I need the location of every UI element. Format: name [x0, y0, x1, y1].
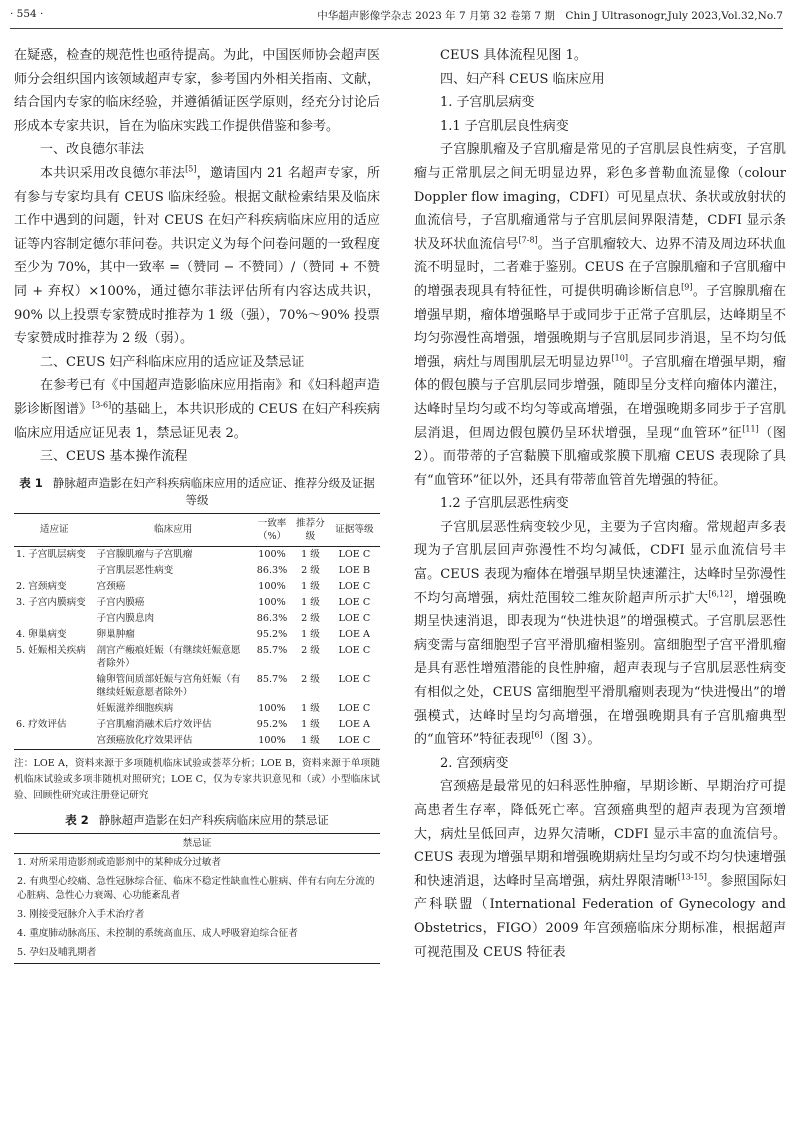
table-cell: 2. 宫颈病变 — [16, 581, 67, 593]
figure-1-reference: CEUS 具体流程见图 1。 — [440, 48, 587, 63]
journal-citation: 中华超声影像学杂志 2023 年 7 月第 32 卷第 7 期 Chin J Ultrasonogr,July 2023,Vol.32,No.7 — [317, 10, 783, 22]
table-2-header: 禁忌证 — [14, 833, 380, 853]
table-1-header-cell: 证据等级 — [329, 513, 380, 546]
table-cell: 3. 子宫内膜病变 — [16, 597, 86, 609]
table-row — [14, 873, 380, 906]
table-cell — [14, 611, 95, 627]
table-1-caption: 表 1 静脉超声造影在妇产科疾病临床应用的适应证、推荐分级及证据等级 — [19, 475, 375, 507]
section-4-1-1-heading: 1.1 子宫肌层良性病变 — [440, 118, 569, 134]
header-rule — [10, 28, 783, 29]
table-cell: 4. 卵巢病变 — [16, 629, 67, 641]
section-4-1-2-heading: 1.2 子宫肌层恶性病变 — [440, 496, 569, 512]
table-2-caption: 表 2 静脉超声造影在妇产科疾病临床应用的禁忌证 — [65, 812, 329, 827]
section-4-heading: 四、妇产科 CEUS 临床应用 — [440, 71, 605, 87]
table-cell: 100% — [258, 581, 286, 593]
table-cell: LOE C — [338, 597, 371, 609]
table-cell — [14, 672, 95, 701]
table-cell: LOE C — [338, 613, 371, 625]
table-row — [14, 906, 380, 925]
table-cell: 子宫肌层恶性病变 — [96, 565, 174, 577]
table-cell: LOE A — [338, 719, 370, 731]
table-1-note: 注：LOE A，资料来源于多项随机临床试验或荟萃分析；LOE B，资料来源于单项随机临床试验或多项非随机对照研究；LOE C，仅为专家共识意见和（或）小型临床试验、回顾性研究或注册登记研究 — [14, 757, 380, 801]
table-cell: 95.2% — [256, 719, 288, 731]
table-cell: 86.3% — [256, 613, 288, 625]
table-cell: LOE C — [338, 674, 371, 686]
table-cell: LOE A — [338, 629, 370, 641]
table-cell: 100% — [258, 703, 286, 715]
left-column — [14, 44, 380, 964]
table-1-header-cell: 一致率（%） — [252, 513, 292, 546]
table-cell: 5. 孕妇及哺乳期者 — [17, 947, 97, 959]
citation: [3-6] — [92, 400, 112, 410]
section-4-2-heading: 2. 宫颈病变 — [440, 755, 509, 771]
table-cell: 1 级 — [301, 735, 320, 747]
table-cell — [14, 563, 95, 579]
malignant-myometrial-paragraph: 子宫肌层恶性病变较少见，主要为子宫肉瘤。常规超声多表现为子宫肌层回声弥漫性不均匀减低，CDFI 显示血流信号丰富。CEUS 表现为瘤体在增强早期呈快速灌注，达峰时呈弥漫性不均匀高增强，病灶范围较二维灰阶超声所示扩大[6,12]，增强晚期呈快速消退，即表现为“快进快退”的增强模式。子宫肌层恶性病变需与富细胞型子宫平滑肌瘤相鉴别。富细胞型子宫平滑肌瘤是具有恶性增殖潜能的良性肿瘤，超声表现与子宫肌层恶性病变有相似之处，CEUS 富细胞型平滑肌瘤则表现为“快进慢出”的增强模式，达峰时呈均匀高增强，在增强晚期具有子宫肌瘤典型的“血管环”特征表现[6]（图 3）。 — [414, 519, 786, 748]
running-header — [10, 8, 783, 26]
table-cell: 100% — [258, 597, 286, 609]
table-row — [14, 925, 380, 944]
table-cell: 100% — [258, 549, 286, 561]
section-1-heading: 一、改良德尔菲法 — [40, 142, 145, 158]
section-4-1-heading: 1. 子宫肌层病变 — [440, 95, 535, 111]
benign-myometrial-paragraph: 子宫腺肌瘤及子宫肌瘤是常见的子宫肌层良性病变，子宫肌瘤与正常肌层之间无明显边界，彩色多普勒血流显像（colour Doppler flow imaging，CDFI）可见星点状、条状或放射状的血流信号，子宫肌瘤通常与子宫肌层间界限清楚，CDFI 显示条状及环状血流信号[7-8]。当子宫肌瘤较大、边界不清及周边环状血流不明显时，二者难于鉴别。CEUS 在子宫腺肌瘤和子宫肌瘤中的增强表现具有特征性，可提供明确诊断信息[9]。子宫腺肌瘤在增强早期，瘤体增强略早于或同步于正常子宫肌层，达峰期呈不均匀弥漫性高增强，增强晚期与子宫肌层同步消退，呈不均匀低增强，病灶与周围肌层无明显边界[10]。子宫肌瘤在增强早期，瘤体的假包膜与子宫肌层同步增强，随即呈分支样向瘤体内灌注，达峰时呈均匀或不均匀等或高增强，在增强晚期多同步于子宫肌层消退，但周边假包膜仍呈环状增强，呈现“血管环”征[11]（图 2）。而带蒂的子宫黏膜下肌瘤或浆膜下肌瘤 CEUS 表现除了具有“血管环”征以外，还具有带蒂血管首先增强的特征。 — [414, 142, 786, 488]
table-row — [14, 701, 380, 717]
section-1-paragraph: 本共识采用改良德尔菲法[5]，邀请国内 21 名超声专家，所有参与专家均具有 CEUS 临床经验。根据文献检索结果及临床工作中遇到的问题，针对 CEUS 在妇产科疾病临床应用的适应证等内容制定德尔菲问卷。共识定义为每个问卷问题的一致程度至少为 70%，其中一致率 =（赞同 − 不赞同）/（赞同 + 不赞同 + 弃权）×100%，通过德尔菲法评估所有内容达成共识，90% 以上投票专家赞成时推荐为 1 级（强），70%～90% 投票专家赞成时推荐为 2 级（弱）。 — [14, 164, 380, 347]
table-cell: 1 级 — [301, 719, 320, 731]
citation: [5] — [185, 164, 197, 174]
table-2 — [14, 833, 380, 964]
table-cell: 1. 对所采用造影剂或造影剂中的某种成分过敏者 — [17, 857, 222, 869]
table-row — [14, 546, 380, 563]
table-cell: 宫颈癌 — [96, 581, 126, 593]
table-cell: 子宫腺肌瘤与子宫肌瘤 — [96, 549, 193, 561]
table-cell: 4. 重度肺动脉高压、未控制的系统高血压、成人呼吸窘迫综合征者 — [17, 928, 298, 940]
table-cell: 2 级 — [301, 613, 320, 625]
table-row — [14, 595, 380, 611]
table-cell: 2 级 — [301, 565, 320, 577]
table-row — [14, 563, 380, 579]
table-cell: 100% — [258, 735, 286, 747]
table-row — [14, 627, 380, 643]
table-cell: 1 级 — [301, 597, 320, 609]
table-cell: 5. 妊娠相关疾病 — [16, 645, 86, 657]
table-cell: 卵巢肿瘤 — [96, 629, 135, 641]
table-1-header-cell: 临床应用 — [95, 513, 252, 546]
table-cell: 1 级 — [301, 581, 320, 593]
section-2-paragraph: 在参考已有《中国超声造影临床应用指南》和《妇科超声造影诊断图谱》[3-6]的基础上，本共识形成的 CEUS 在妇产科疾病临床应用适应证见表 1，禁忌证见表 2。 — [14, 378, 380, 441]
table-cell: 2 级 — [301, 674, 320, 686]
table-cell: 1. 子宫肌层病变 — [16, 549, 86, 561]
intro-paragraph: 在疑惑，检查的规范性也亟待提高。为此，中国医师协会超声医师分会组织国内该领域超声专家，参考国内外相关指南、文献，结合国内专家的临床经验，并遵循循证医学原则，经充分讨论后形成本专家共识，旨在为临床实践工作提供借鉴和参考。 — [14, 48, 380, 134]
table-1-header-cell: 推荐分级 — [292, 513, 329, 546]
table-cell: 86.3% — [256, 565, 288, 577]
table-cell: 85.7% — [256, 645, 288, 657]
table-cell: LOE B — [338, 565, 371, 577]
table-cell — [14, 701, 95, 717]
table-row — [14, 579, 380, 595]
table-cell: 1 级 — [301, 629, 320, 641]
table-cell — [14, 733, 95, 750]
table-1-header-cell: 适应证 — [14, 513, 95, 546]
table-row — [14, 733, 380, 750]
table-cell: 1 级 — [301, 549, 320, 561]
cervical-lesion-paragraph: 宫颈癌是最常见的妇科恶性肿瘤，早期诊断、早期治疗可提高患者生存率，降低死亡率。宫颈癌典型的超声表现为宫颈增大，病灶呈低回声，边界欠清晰，CDFI 显示丰富的血流信号。CEUS 表现为增强早期和增强晚期病灶呈均匀或不均匀快速增强和快速消退，达峰时呈高增强，病灶界限清晰[13-15]。参照国际妇产科联盟（International Federation of Gynecology and Obstetrics，FIGO）2009 年宫颈癌临床分期标准，根据超声可视范围及 CEUS 特征表 — [414, 779, 786, 960]
section-2-heading: 二、CEUS 妇产科临床应用的适应证及禁忌证 — [40, 354, 305, 370]
table-cell: LOE C — [338, 645, 371, 657]
right-column — [414, 44, 786, 964]
table-cell: 剖宫产瘢痕妊娠（有继续妊娠意愿者除外） — [96, 645, 241, 670]
section-3-heading: 三、CEUS 基本操作流程 — [40, 449, 188, 465]
table-cell: 宫颈癌放化疗效果评估 — [96, 735, 193, 747]
table-cell: 2. 有典型心绞痛、急性冠脉综合征、临床不稳定性缺血性心脏病、伴有右向左分流的心脏病、急性心力衰竭、心功能紊乱者 — [17, 876, 375, 902]
table-cell: LOE C — [338, 703, 371, 715]
table-cell: 6. 疗效评估 — [16, 719, 67, 731]
table-row — [14, 611, 380, 627]
page-number: · 554 · — [10, 8, 44, 20]
table-cell: LOE C — [338, 581, 371, 593]
table-cell: 1 级 — [301, 703, 320, 715]
table-1 — [14, 513, 380, 750]
table-cell: 85.7% — [256, 674, 288, 686]
table-row — [14, 944, 380, 964]
table-row — [14, 717, 380, 733]
table-cell: 95.2% — [256, 629, 288, 641]
table-cell: LOE C — [338, 735, 371, 747]
table-row — [14, 672, 380, 701]
table-cell: 子宫肌瘤消融术后疗效评估 — [96, 719, 212, 731]
table-cell: 2 级 — [301, 645, 320, 657]
table-row — [14, 643, 380, 672]
table-cell: 子宫内膜息肉 — [96, 613, 155, 625]
table-cell: 妊娠滋养细胞疾病 — [96, 703, 174, 715]
table-cell: 输卵管间质部妊娠与宫角妊娠（有继续妊娠意愿者除外） — [96, 674, 241, 699]
table-cell: LOE C — [338, 549, 371, 561]
table-cell: 子宫内膜癌 — [96, 597, 145, 609]
table-cell: 3. 刚接受冠脉介入手术治疗者 — [17, 909, 145, 921]
table-row — [14, 853, 380, 873]
